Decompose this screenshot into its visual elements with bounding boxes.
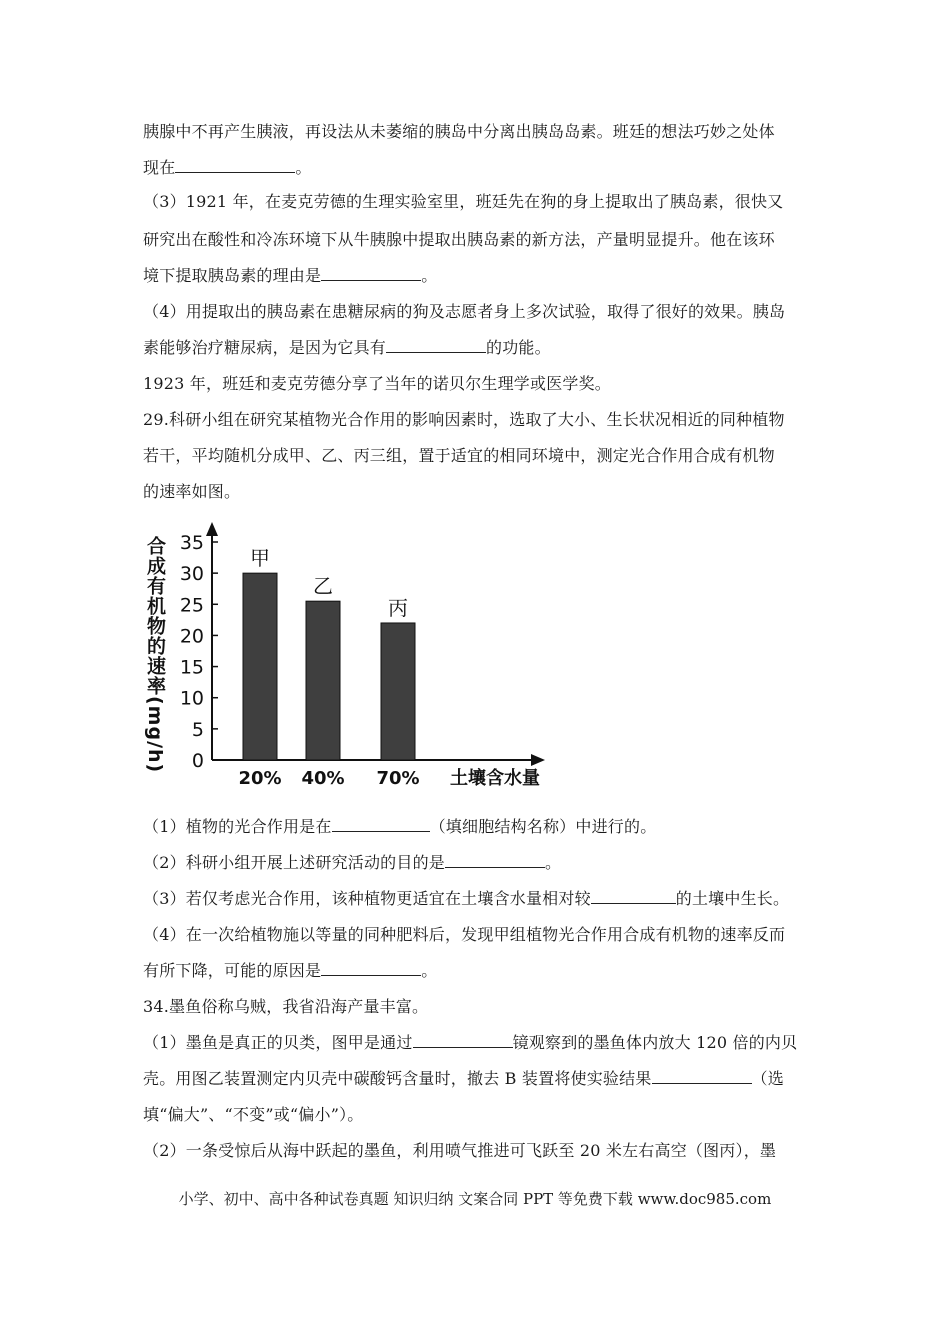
bar-name-label: 丙 — [388, 595, 408, 620]
text-segment: 29.科研小组在研究某植物光合作用的影响因素时，选取了大小、生长状况相近的同种植物 — [143, 410, 785, 429]
chart-axes — [144, 522, 545, 789]
x-axis-arrow — [531, 754, 545, 766]
text-line — [143, 266, 823, 286]
text-segment: （填细胞结构名称）中进行的。 — [429, 817, 657, 836]
text-line — [143, 302, 823, 322]
text-line — [143, 1105, 823, 1125]
text-line — [143, 889, 823, 909]
text-segment: （2）一条受惊后从海中跃起的墨鱼，利用喷气推进可飞跃至 20 米左右高空（图丙），墨 — [143, 1141, 777, 1160]
text-line — [143, 230, 823, 250]
answer-blank[interactable] — [175, 158, 295, 173]
y-tick-label: 15 — [179, 656, 204, 679]
text-segment: 的土壤中生长。 — [675, 889, 790, 908]
text-line — [143, 817, 823, 837]
y-tick-label: 25 — [179, 594, 204, 617]
text-line — [143, 1033, 823, 1053]
text-segment: （1）植物的光合作用是在 — [143, 817, 332, 836]
text-segment: 填“偏大”、“不变”或“偏小”）。 — [143, 1105, 364, 1124]
text-segment: 。 — [295, 158, 312, 177]
text-line — [143, 925, 823, 945]
x-axis-label: 土壤含水量 — [450, 768, 540, 789]
text-segment: 有所下降，可能的原因是 — [143, 961, 322, 980]
y-tick-label: 35 — [179, 532, 204, 554]
x-category-label: 20% — [238, 768, 282, 789]
answer-blank[interactable] — [652, 1069, 752, 1084]
text-segment: 若干，平均随机分成甲、乙、丙三组，置于适宜的相同环境中，测定光合作用合成有机物 — [143, 446, 775, 465]
text-line — [143, 1069, 823, 1089]
text-segment: 境下提取胰岛素的理由是 — [143, 266, 322, 285]
bar — [306, 601, 340, 760]
bar-name-label: 乙 — [313, 574, 333, 599]
answer-blank[interactable] — [591, 889, 676, 904]
bar-name-label: 甲 — [250, 546, 270, 571]
text-segment: 胰腺中不再产生胰液，再设法从未萎缩的胰岛中分离出胰岛岛素。班廷的想法巧妙之处体 — [143, 122, 775, 141]
answer-blank[interactable] — [321, 266, 421, 281]
answer-blank[interactable] — [386, 338, 486, 353]
chart-marks — [238, 546, 419, 789]
text-line — [143, 158, 823, 178]
text-line — [143, 410, 823, 430]
y-axis-label: 合成有机物的速率(mg/h) — [144, 536, 166, 774]
text-segment: 的速率如图。 — [143, 482, 241, 501]
text-segment: 1923 年，班廷和麦克劳德分享了当年的诺贝尔生理学或医学奖。 — [143, 374, 612, 393]
text-line — [143, 446, 823, 466]
text-segment: （4）用提取出的胰岛素在患糖尿病的狗及志愿者身上多次试验，取得了很好的效果。胰岛 — [143, 302, 786, 321]
bar — [243, 573, 277, 760]
photosynthesis-bar-chart — [140, 512, 560, 792]
text-line — [143, 374, 823, 394]
text-line — [143, 853, 823, 873]
y-tick-label: 30 — [179, 563, 204, 586]
answer-blank[interactable] — [445, 853, 545, 868]
text-segment: 研究出在酸性和冷冻环境下从牛胰腺中提取出胰岛素的新方法，产量明显提升。他在该环 — [143, 230, 775, 249]
text-line — [143, 192, 823, 212]
text-line — [143, 122, 823, 142]
text-line — [143, 482, 823, 502]
page-footer: 小学、初中、高中各种试卷真题 知识归纳 文案合同 PPT 等免费下载 www.doc985.com — [178, 1190, 772, 1208]
answer-blank[interactable] — [413, 1033, 513, 1048]
text-segment: 素能够治疗糖尿病，是因为它具有 — [143, 338, 387, 357]
answer-blank[interactable] — [332, 817, 430, 832]
text-segment: （3）若仅考虑光合作用，该种植物更适宜在土壤含水量相对较 — [143, 889, 591, 908]
text-segment: 。 — [421, 266, 438, 285]
y-axis-arrow — [206, 522, 218, 536]
text-segment: 的功能。 — [486, 338, 551, 357]
x-category-label: 40% — [301, 768, 345, 789]
text-line — [143, 338, 823, 358]
text-segment: （2）科研小组开展上述研究活动的目的是 — [143, 853, 445, 872]
text-line — [143, 1141, 823, 1161]
text-segment: 镜观察到的墨鱼体内放大 120 倍的内贝 — [512, 1033, 798, 1052]
text-segment: （1）墨鱼是真正的贝类，图甲是通过 — [143, 1033, 413, 1052]
text-segment: （3）1921 年，在麦克劳德的生理实验室里，班廷先在狗的身上提取出了胰岛素，很快又 — [143, 192, 784, 211]
text-segment: 34.墨鱼俗称乌贼，我省沿海产量丰富。 — [143, 997, 429, 1016]
text-segment: （4）在一次给植物施以等量的同种肥料后，发现甲组植物光合作用合成有机物的速率反而 — [143, 925, 786, 944]
y-tick-label: 10 — [179, 687, 204, 710]
text-segment: （选 — [751, 1069, 784, 1088]
x-category-label: 70% — [376, 768, 420, 789]
answer-blank[interactable] — [321, 961, 421, 976]
text-segment: 。 — [421, 961, 438, 980]
text-segment: 。 — [544, 853, 562, 872]
text-segment: 现在 — [143, 158, 176, 177]
y-tick-label: 5 — [191, 718, 204, 741]
text-line — [143, 997, 823, 1017]
text-segment: 壳。用图乙装置测定内贝壳中碳酸钙含量时，撤去 B 装置将使实验结果 — [143, 1069, 652, 1088]
text-line — [143, 961, 823, 981]
y-tick-label: 0 — [191, 750, 204, 772]
y-tick-label: 20 — [179, 625, 204, 648]
bar — [381, 623, 415, 760]
